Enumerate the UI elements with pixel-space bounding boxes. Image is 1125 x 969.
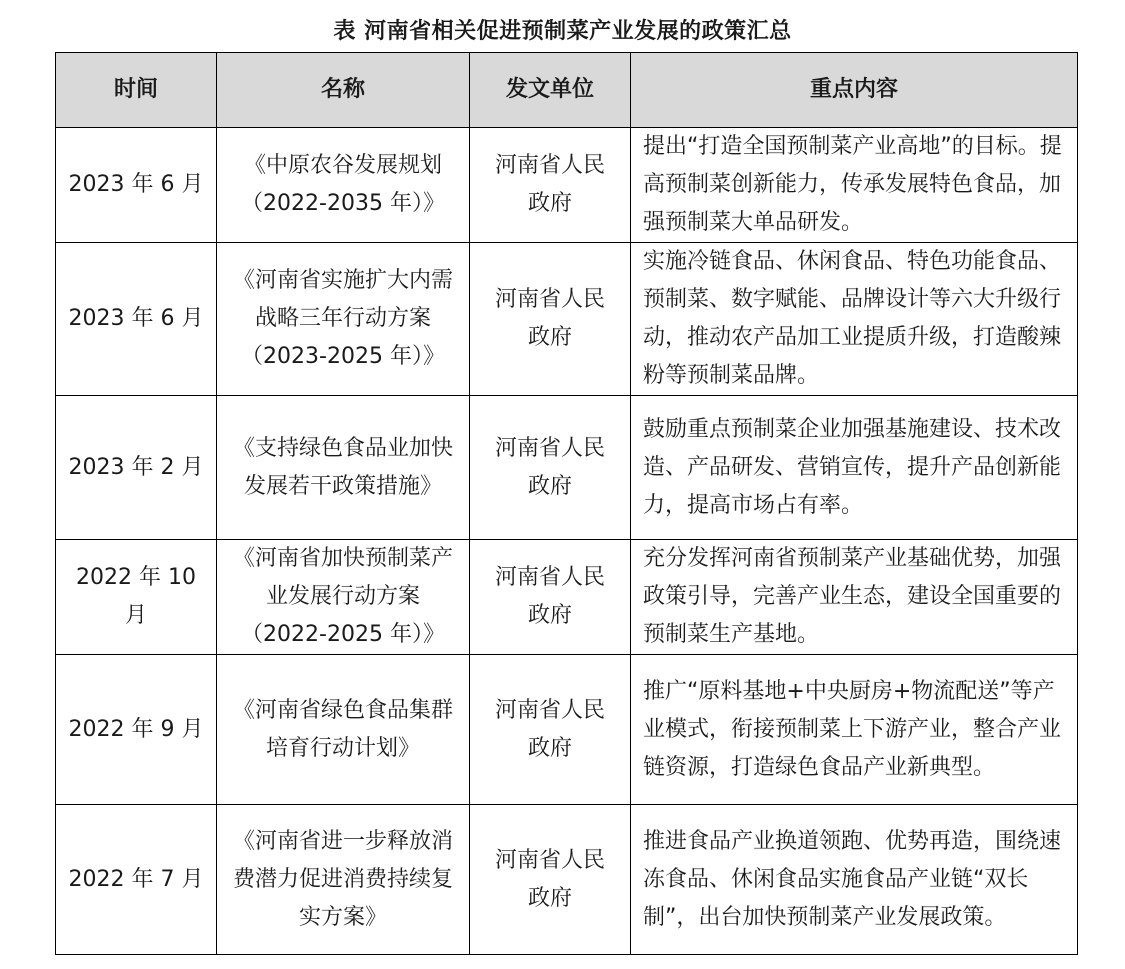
header-date: 时间 [56,53,217,128]
table-row [56,805,1078,955]
table-row [56,396,1078,540]
table-caption: 表 河南省相关促进预制菜产业发展的政策汇总 [333,19,792,44]
table-row [56,655,1078,805]
cell-content: 实施冷链食品、休闲食品、特色功能食品、预制菜、数字赋能、品牌设计等六大升级行动，推动农产品加工业提质升级，打造酸辣粉等预制菜品牌。 [631,243,1078,396]
cell-issuer: 河南省人民政府 [470,128,631,243]
header-row [56,53,1078,128]
policy-table [55,52,1078,955]
table-row [56,128,1078,243]
cell-name: 《支持绿色食品业加快发展若干政策措施》 [217,396,470,540]
cell-date: 2023 年 6 月 [56,243,217,396]
cell-issuer: 河南省人民政府 [470,396,631,540]
cell-issuer: 河南省人民政府 [470,805,631,955]
header-name: 名称 [217,53,470,128]
cell-date: 2023 年 2 月 [56,396,217,540]
header-content: 重点内容 [631,53,1078,128]
cell-content: 推进食品产业换道领跑、优势再造，围绕速冻食品、休闲食品实施食品产业链“双长制”，出台加快预制菜产业发展政策。 [631,805,1078,955]
cell-date: 2022 年 10 月 [56,540,217,655]
cell-issuer: 河南省人民政府 [470,243,631,396]
cell-date: 2022 年 7 月 [56,805,217,955]
cell-name: 《河南省绿色食品集群培育行动计划》 [217,655,470,805]
cell-content: 鼓励重点预制菜企业加强基施建设、技术改造、产品研发、营销宣传，提升产品创新能力，提高市场占有率。 [631,396,1078,540]
cell-date: 2022 年 9 月 [56,655,217,805]
cell-date: 2023 年 6 月 [56,128,217,243]
header-issuer: 发文单位 [470,53,631,128]
cell-name: 《中原农谷发展规划（2022-2035 年）》 [217,128,470,243]
cell-issuer: 河南省人民政府 [470,540,631,655]
cell-content: 推广“原料基地+中央厨房+物流配送”等产业模式，衔接预制菜上下游产业，整合产业链资源，打造绿色食品产业新典型。 [631,655,1078,805]
cell-content: 充分发挥河南省预制菜产业基础优势，加强政策引导，完善产业生态，建设全国重要的预制菜生产基地。 [631,540,1078,655]
table-row [56,243,1078,396]
cell-issuer: 河南省人民政府 [470,655,631,805]
cell-name: 《河南省实施扩大内需战略三年行动方案（2023-2025 年）》 [217,243,470,396]
cell-content: 提出“打造全国预制菜产业高地”的目标。提高预制菜创新能力，传承发展特色食品，加强预制菜大单品研发。 [631,128,1078,243]
table-row [56,540,1078,655]
cell-name: 《河南省进一步释放消费潜力促进消费持续复实方案》 [217,805,470,955]
cell-name: 《河南省加快预制菜产业发展行动方案（2022-2025 年）》 [217,540,470,655]
